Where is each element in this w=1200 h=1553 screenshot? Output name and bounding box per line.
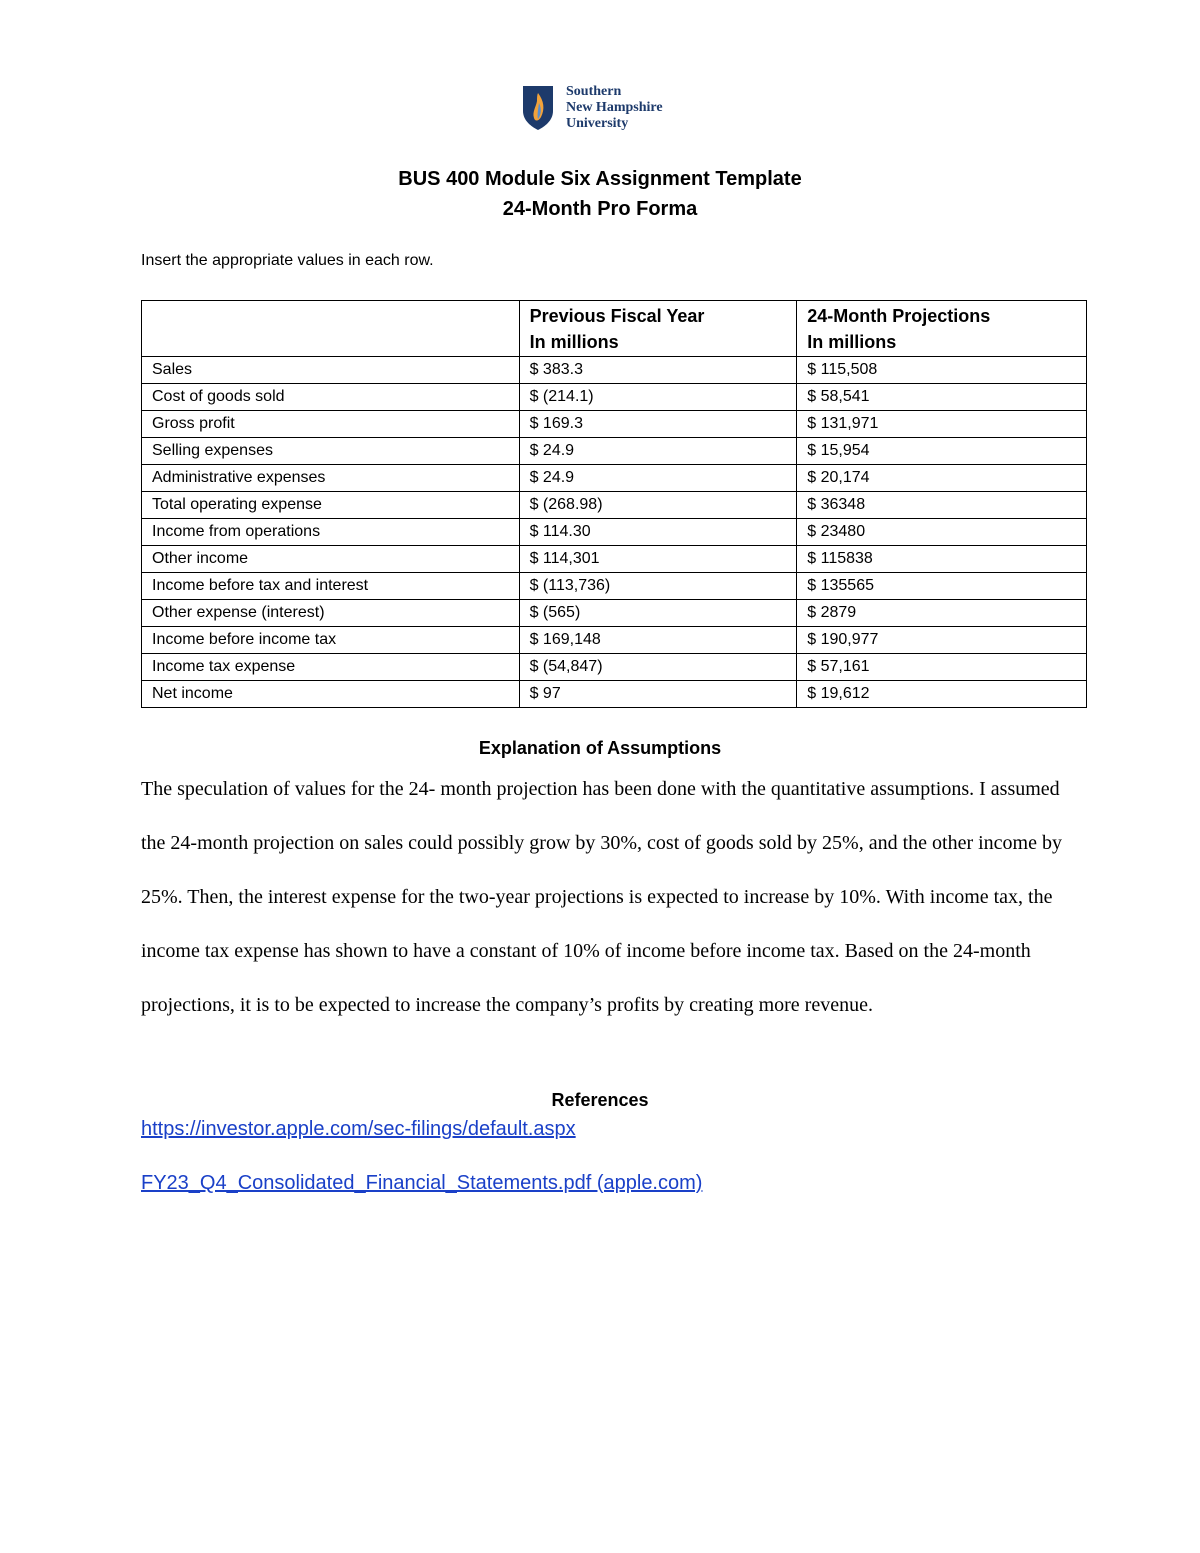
previous-value: $ (214.1): [519, 384, 797, 411]
previous-value: $ 169.3: [519, 411, 797, 438]
projection-value: $ 19,612: [797, 681, 1087, 708]
previous-value: $ 383.3: [519, 357, 797, 384]
assumptions-paragraph: The speculation of values for the 24- month projection has been done with the quantitative assumptions. I assumed the 24-month projection on sales could possibly grow by 30%, cost of goods sold by 25%, and the other income by 25%. Then, the interest expense for the two-year projections is expected to increase by 10%. With income tax, the income tax expense has shown to have a constant of 10% of income before income tax. Based on the 24-month projections, it is to be expected to increase the company’s profits by creating more revenue.: [141, 778, 1062, 1016]
table-row: [142, 600, 1087, 627]
title-line-2: 24-Month Pro Forma: [502, 198, 698, 220]
previous-value: $ (268.98): [519, 492, 797, 519]
logo-text: [566, 84, 663, 132]
instruction-text: Insert the appropriate values in each row.: [141, 252, 434, 269]
references-heading: References: [551, 1090, 649, 1110]
header-24-month-projections: [797, 301, 1087, 357]
row-label: Administrative expenses: [142, 465, 520, 492]
row-label: Selling expenses: [142, 438, 520, 465]
row-label: Income before tax and interest: [142, 573, 520, 600]
row-label: Income before income tax: [142, 627, 520, 654]
projection-value: $ 2879: [797, 600, 1087, 627]
logo-line-2: New Hampshire: [566, 100, 663, 115]
table-row: [142, 465, 1087, 492]
previous-value: $ 169,148: [519, 627, 797, 654]
previous-value: $ (54,847): [519, 654, 797, 681]
projection-value: $ 57,161: [797, 654, 1087, 681]
shield-flame-icon: [522, 85, 554, 131]
row-label: Other income: [142, 546, 520, 573]
row-label: Total operating expense: [142, 492, 520, 519]
row-label: Income tax expense: [142, 654, 520, 681]
previous-value: $ 24.9: [519, 465, 797, 492]
university-logo: [522, 84, 663, 132]
header-prev-line-2: In millions: [529, 332, 619, 352]
table-row: [142, 573, 1087, 600]
projection-value: $ 15,954: [797, 438, 1087, 465]
header-proj-line-1: 24-Month Projections: [807, 306, 991, 326]
reference-link-financial-statements[interactable]: FY23_Q4_Consolidated_Financial_Statements.pdf (apple.com): [141, 1172, 703, 1194]
projection-value: $ 36348: [797, 492, 1087, 519]
document-title: [0, 164, 1200, 224]
table-row: [142, 681, 1087, 708]
header-proj-line-2: In millions: [807, 332, 897, 352]
projection-value: $ 135565: [797, 573, 1087, 600]
reference-link-sec-filings[interactable]: https://investor.apple.com/sec-filings/default.aspx: [141, 1118, 576, 1140]
row-label: Sales: [142, 357, 520, 384]
table-row: [142, 411, 1087, 438]
row-label: Other expense (interest): [142, 600, 520, 627]
assumptions-heading: Explanation of Assumptions: [478, 738, 722, 758]
previous-value: $ 97: [519, 681, 797, 708]
previous-value: $ 114.30: [519, 519, 797, 546]
pro-forma-table: [141, 300, 1087, 708]
table-row: [142, 357, 1087, 384]
row-label: Cost of goods sold: [142, 384, 520, 411]
projection-value: $ 58,541: [797, 384, 1087, 411]
projection-value: $ 23480: [797, 519, 1087, 546]
projection-value: $ 190,977: [797, 627, 1087, 654]
title-line-1: BUS 400 Module Six Assignment Template: [398, 168, 802, 190]
projection-value: $ 115838: [797, 546, 1087, 573]
previous-value: $ 24.9: [519, 438, 797, 465]
table-row: [142, 654, 1087, 681]
row-label: Income from operations: [142, 519, 520, 546]
table-row: [142, 627, 1087, 654]
logo-line-1: Southern: [566, 84, 622, 99]
header-label-cell: [142, 301, 520, 357]
row-label: Net income: [142, 681, 520, 708]
table-row: [142, 438, 1087, 465]
table-header-row: [142, 301, 1087, 357]
header-previous-fiscal-year: [519, 301, 797, 357]
table-row: [142, 384, 1087, 411]
previous-value: $ (565): [519, 600, 797, 627]
projection-value: $ 20,174: [797, 465, 1087, 492]
logo-line-3: University: [566, 116, 629, 131]
table-row: [142, 546, 1087, 573]
projection-value: $ 115,508: [797, 357, 1087, 384]
table-row: [142, 492, 1087, 519]
previous-value: $ 114,301: [519, 546, 797, 573]
projection-value: $ 131,971: [797, 411, 1087, 438]
table-row: [142, 519, 1087, 546]
previous-value: $ (113,736): [519, 573, 797, 600]
row-label: Gross profit: [142, 411, 520, 438]
header-prev-line-1: Previous Fiscal Year: [529, 306, 705, 326]
